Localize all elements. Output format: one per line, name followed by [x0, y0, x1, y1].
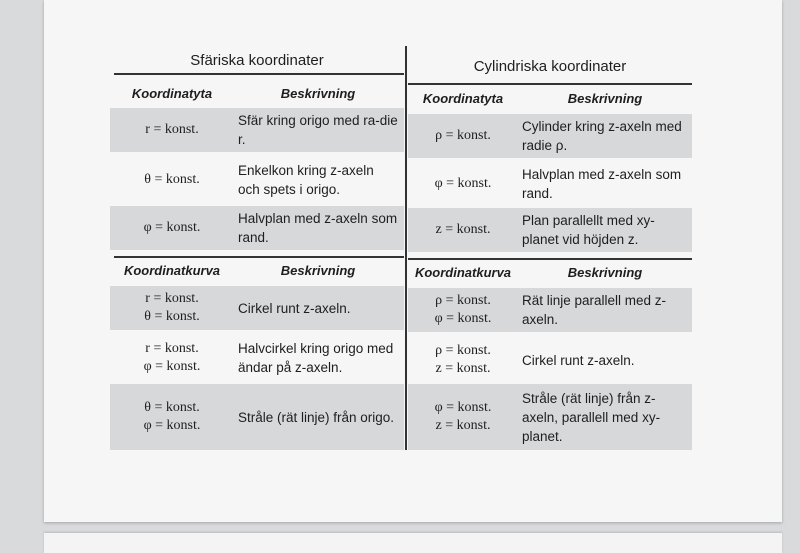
header-description: Beskrivning [567, 91, 643, 106]
table-row [110, 286, 404, 330]
header-description: Beskrivning [280, 86, 356, 101]
row-equation: φ = konst. [434, 176, 492, 191]
row-equation: θ = konst. φ = konst. [143, 400, 201, 433]
cylindrical-surfaces-header [408, 84, 692, 114]
row-description: Sfär kring origo med ra-die r. [238, 113, 398, 147]
header-coordinate-curve: Koordinatkurva [414, 265, 512, 280]
table-row [408, 288, 692, 332]
header-coordinate-surface: Koordinatyta [131, 86, 213, 101]
header-coordinate-surface: Koordinatyta [422, 91, 504, 106]
table-row [408, 208, 692, 252]
table-row [110, 206, 404, 250]
table-row [408, 338, 692, 382]
table-row [408, 162, 692, 206]
row-description: Rät linje parallell med z-axeln. [522, 293, 667, 327]
row-description: Halvplan med z-axeln som rand. [522, 167, 682, 201]
spherical-title: Sfäriska koordinater [190, 52, 324, 69]
row-description: Cylinder kring z-axeln med radie ρ. [522, 119, 682, 153]
row-equation: ρ = konst. z = konst. [435, 343, 491, 376]
row-equation: z = konst. [435, 222, 491, 237]
table-row [110, 336, 404, 380]
spherical-surfaces-header [110, 79, 404, 109]
row-description: Plan parallellt med xy-planet vid höjden z. [522, 213, 655, 247]
row-description: Cirkel runt z-axeln. [238, 300, 351, 316]
header-description: Beskrivning [567, 265, 643, 280]
row-equation: φ = konst. z = konst. [434, 400, 492, 433]
table-row [408, 384, 692, 450]
row-equation: φ = konst. [143, 220, 201, 235]
column-separator [405, 46, 407, 450]
cylindrical-table [408, 0, 692, 460]
spherical-curves-header [110, 256, 404, 286]
table-row [408, 114, 692, 158]
cylindrical-title: Cylindriska koordinater [473, 58, 627, 75]
cylindrical-curves-header [408, 258, 692, 288]
spherical-table [110, 0, 404, 460]
row-description: Cirkel runt z-axeln. [522, 352, 635, 368]
row-equation: ρ = konst. φ = konst. [434, 293, 492, 326]
row-description: Stråle (rät linje) från z-axeln, parallell med xy-planet. [522, 390, 661, 444]
header-description: Beskrivning [280, 263, 356, 278]
row-description: Stråle (rät linje) från origo. [238, 409, 395, 425]
row-equation: θ = konst. [144, 172, 200, 187]
spherical-top-rule [114, 73, 404, 75]
table-row [110, 158, 404, 202]
table-row [110, 108, 404, 152]
header-coordinate-curve: Koordinatkurva [123, 263, 221, 278]
row-equation: r = konst. φ = konst. [143, 341, 201, 374]
row-description: Enkelkon kring z-axeln och spets i origo. [238, 163, 374, 197]
next-page-edge [44, 533, 782, 553]
row-equation: r = konst. θ = konst. [144, 291, 200, 324]
row-description: Halvcirkel kring origo med ändar på z-axeln. [238, 341, 394, 375]
table-row [110, 384, 404, 450]
row-equation: ρ = konst. [435, 128, 491, 143]
row-description: Halvplan med z-axeln som rand. [238, 211, 398, 245]
row-equation: r = konst. [145, 122, 199, 137]
